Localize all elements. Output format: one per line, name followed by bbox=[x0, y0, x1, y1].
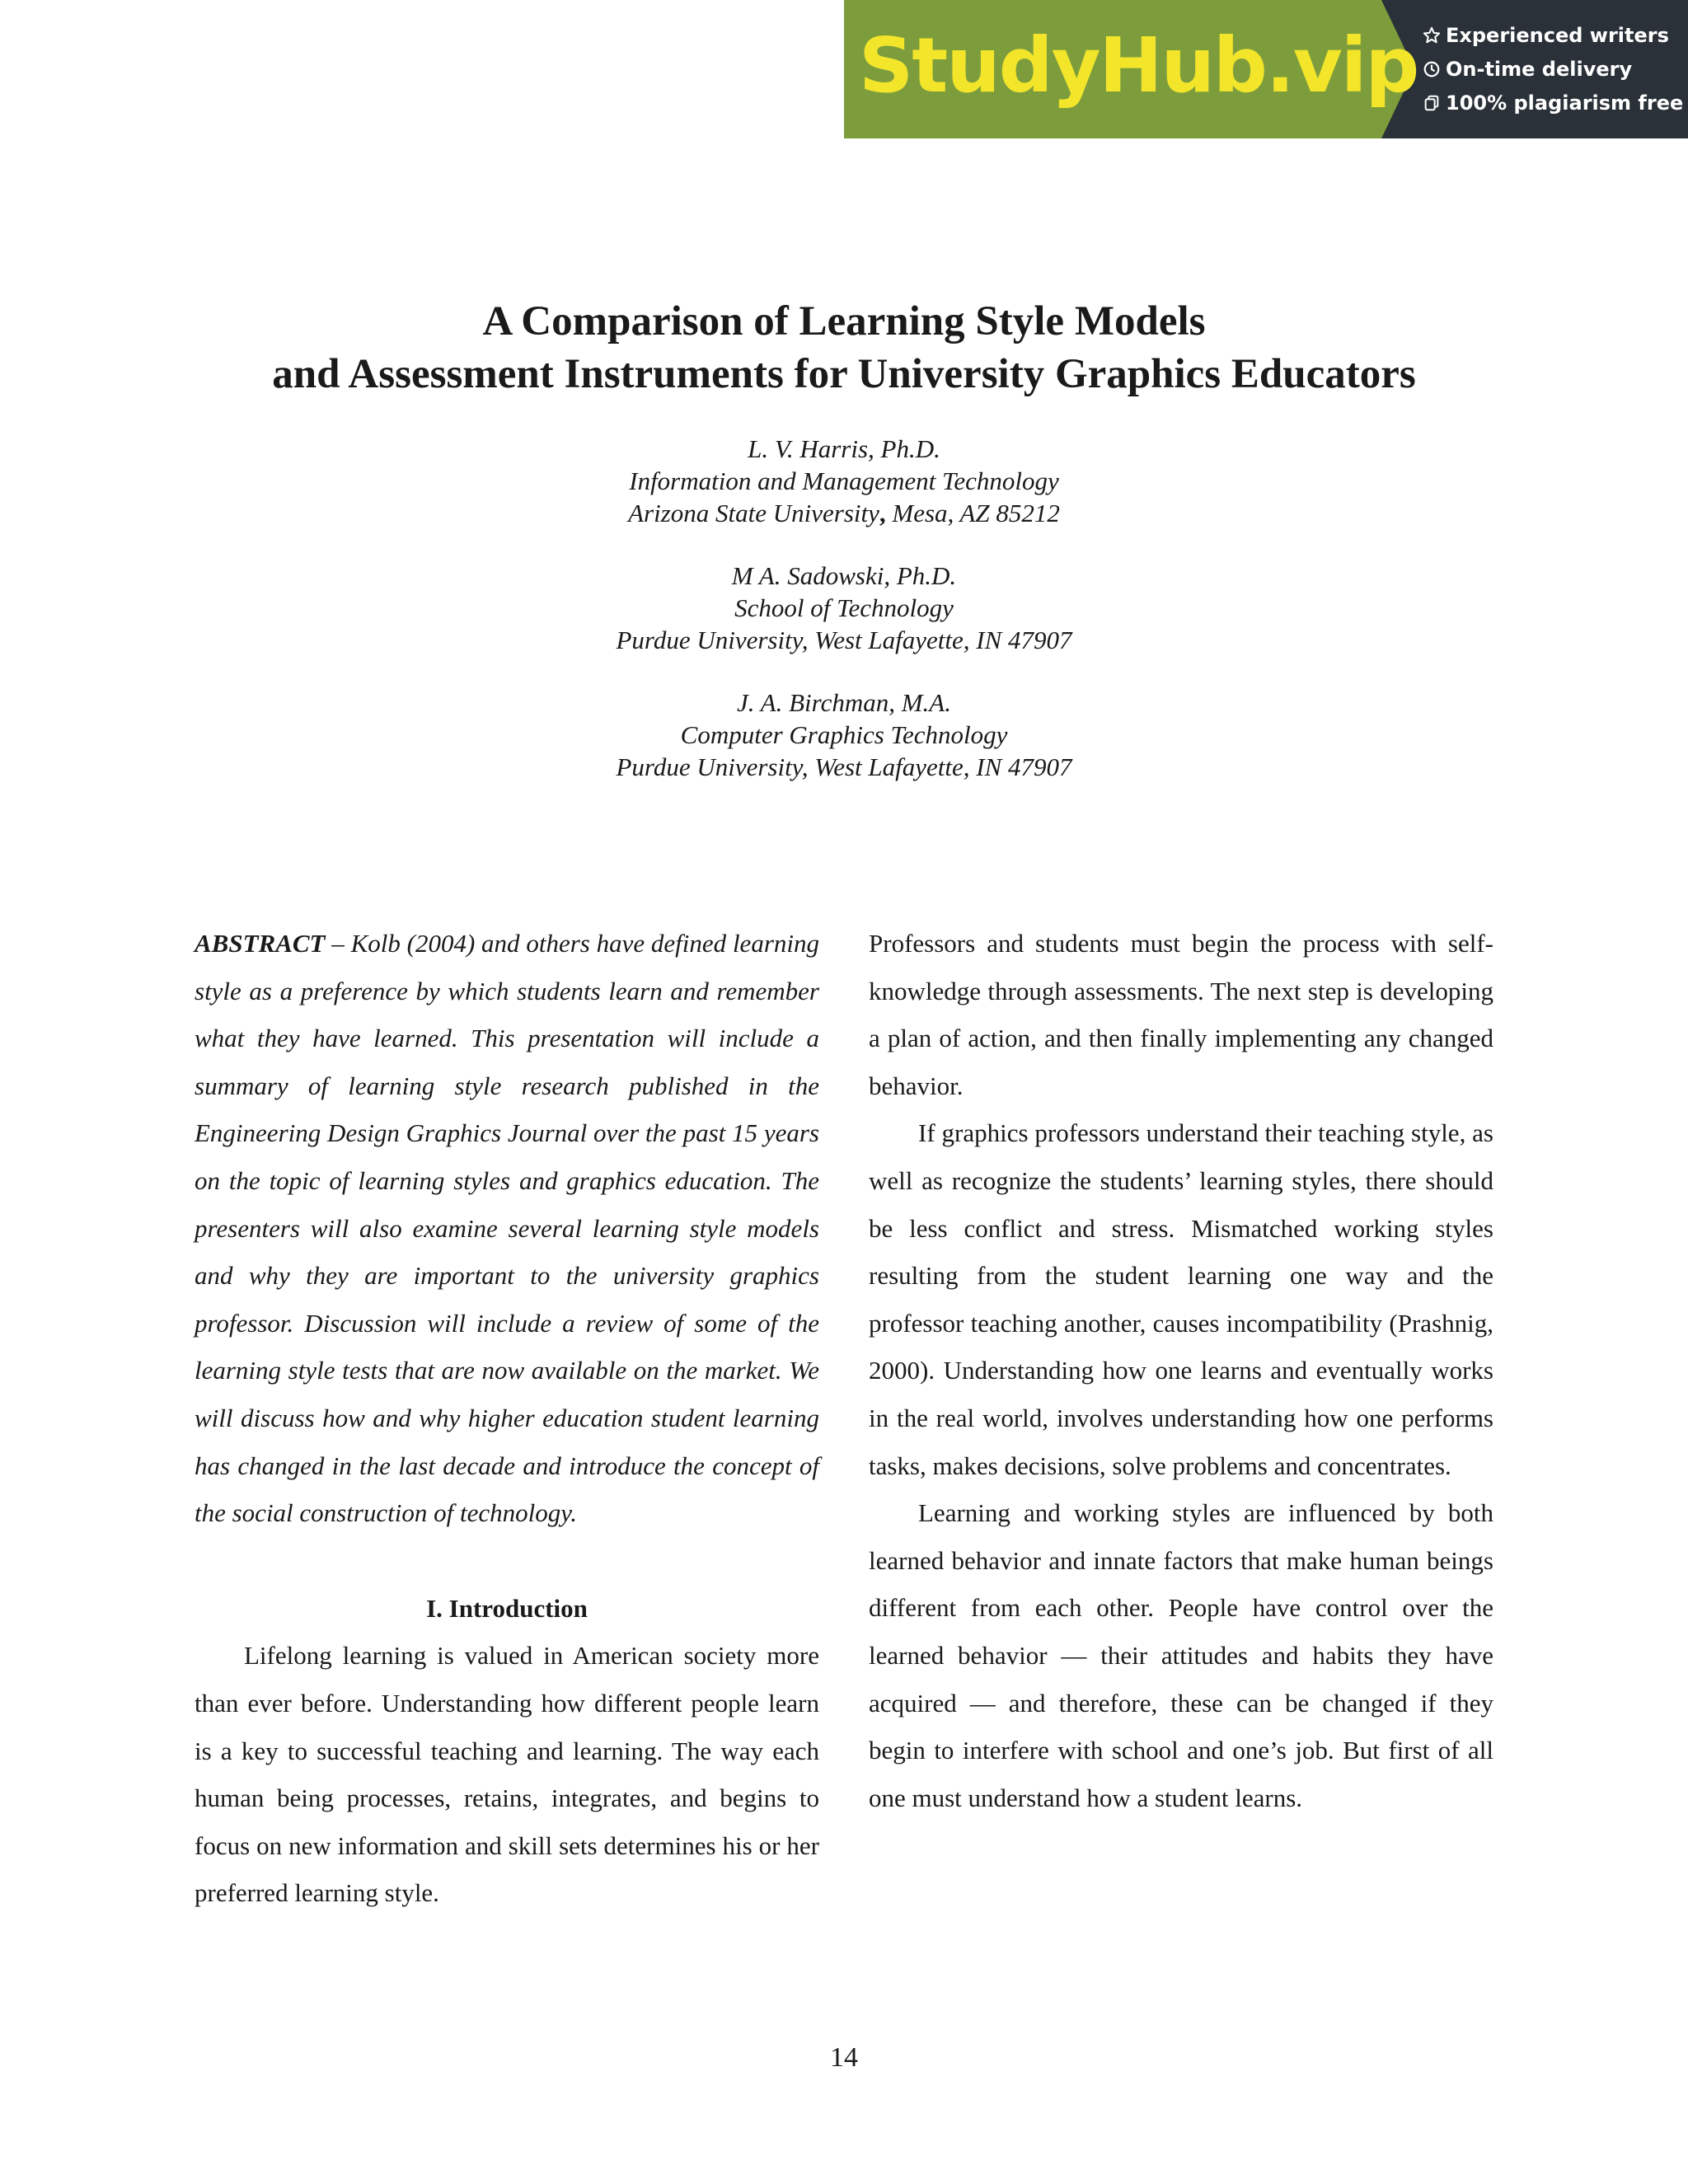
paragraph: If graphics professors understand their teaching style, as well as recognize the students’ learning styles, there should be less conflict and stress. Mismatched working styles resulting from the student learning one way and the professor teaching another, causes incompatibility (Prashnig, 2000). Understanding how one learns and eventually works in the real world, involves understanding how one performs tasks, makes decisions, solve problems and concentrates. bbox=[869, 1118, 1493, 1480]
feature-list bbox=[1414, 0, 1688, 138]
author-name: L. V. Harris, Ph.D. bbox=[748, 434, 940, 463]
author-affiliation: Purdue University, West Lafayette, IN 47907 bbox=[616, 752, 1072, 781]
copy-icon bbox=[1423, 94, 1441, 112]
abstract-label: ABSTRACT bbox=[195, 929, 326, 958]
author-department: Computer Graphics Technology bbox=[680, 720, 1008, 749]
star-icon bbox=[1423, 26, 1441, 45]
abstract-text: – Kolb (2004) and others have defined learning style as a preference by which students learn and remember what they have learned. This presentation will include a summary of learning style research published in the Engineering Design Graphics Journal over the past 15 years on the topic of learning styles and graphics education. The presenters will also examine several learning style models and why they are important to the university graphics professor. Discussion will include a review of some of the learning style tests that are now available on the market. We will discuss how and why higher education student learning has changed in the last decade and introduce the concept of the social construction of technology. bbox=[195, 929, 819, 1528]
feature-item bbox=[1423, 53, 1688, 87]
author-affiliation: Arizona State University, Mesa, AZ 85212 bbox=[628, 499, 1060, 527]
brand-panel bbox=[844, 0, 1418, 138]
author-name: M A. Sadowski, Ph.D. bbox=[731, 561, 957, 590]
author-block bbox=[0, 560, 1688, 656]
feature-text: On-time delivery bbox=[1446, 57, 1633, 81]
paragraph: Lifelong learning is valued in American society more than ever before. Understanding how different people learn is a key to successful teaching and learning. The way each human being processes, retains, integrates, and begins to focus on new information and skill sets determines his or her preferred learning style. bbox=[195, 1641, 819, 1908]
feature-text: Experienced writers bbox=[1446, 23, 1669, 47]
author-department: Information and Management Technology bbox=[629, 466, 1059, 495]
author-name: J. A. Birchman, M.A. bbox=[736, 688, 951, 717]
abstract bbox=[195, 920, 819, 1537]
right-column bbox=[869, 920, 1493, 1821]
paragraph: Learning and working styles are influenced by both learned behavior and innate factors that make human beings different from each other. People have control over the learned behavior — their attitudes and habits they have acquired — and therefore, these can be changed if they begin to interfere with school and one’s job. But first of all one must understand how a student learns. bbox=[869, 1498, 1493, 1812]
brand-logo-text: StudyHub.vip bbox=[859, 21, 1418, 110]
section-heading-introduction: I. Introduction bbox=[426, 1593, 588, 1623]
feature-text: 100% plagiarism free bbox=[1446, 91, 1684, 115]
paragraph: Professors and students must begin the process with self-knowledge through assessments. The next step is developing a plan of action, and then finally implementing any changed behavior. bbox=[869, 929, 1493, 1100]
studyhub-banner[interactable] bbox=[844, 0, 1688, 138]
title-line-1: A Comparison of Learning Style Models bbox=[482, 298, 1206, 344]
author-department: School of Technology bbox=[734, 593, 954, 622]
author-affiliation: Purdue University, West Lafayette, IN 47907 bbox=[616, 626, 1072, 654]
author-block bbox=[0, 687, 1688, 783]
author-block bbox=[0, 433, 1688, 529]
page-number: 14 bbox=[830, 2042, 858, 2073]
clock-icon bbox=[1423, 60, 1441, 78]
feature-item bbox=[1423, 19, 1688, 53]
title-line-2: and Assessment Instruments for University Graphics Educators bbox=[272, 351, 1416, 397]
paper-title bbox=[0, 295, 1688, 401]
feature-item bbox=[1423, 87, 1688, 120]
author-list bbox=[0, 433, 1688, 813]
left-column bbox=[195, 920, 819, 1917]
